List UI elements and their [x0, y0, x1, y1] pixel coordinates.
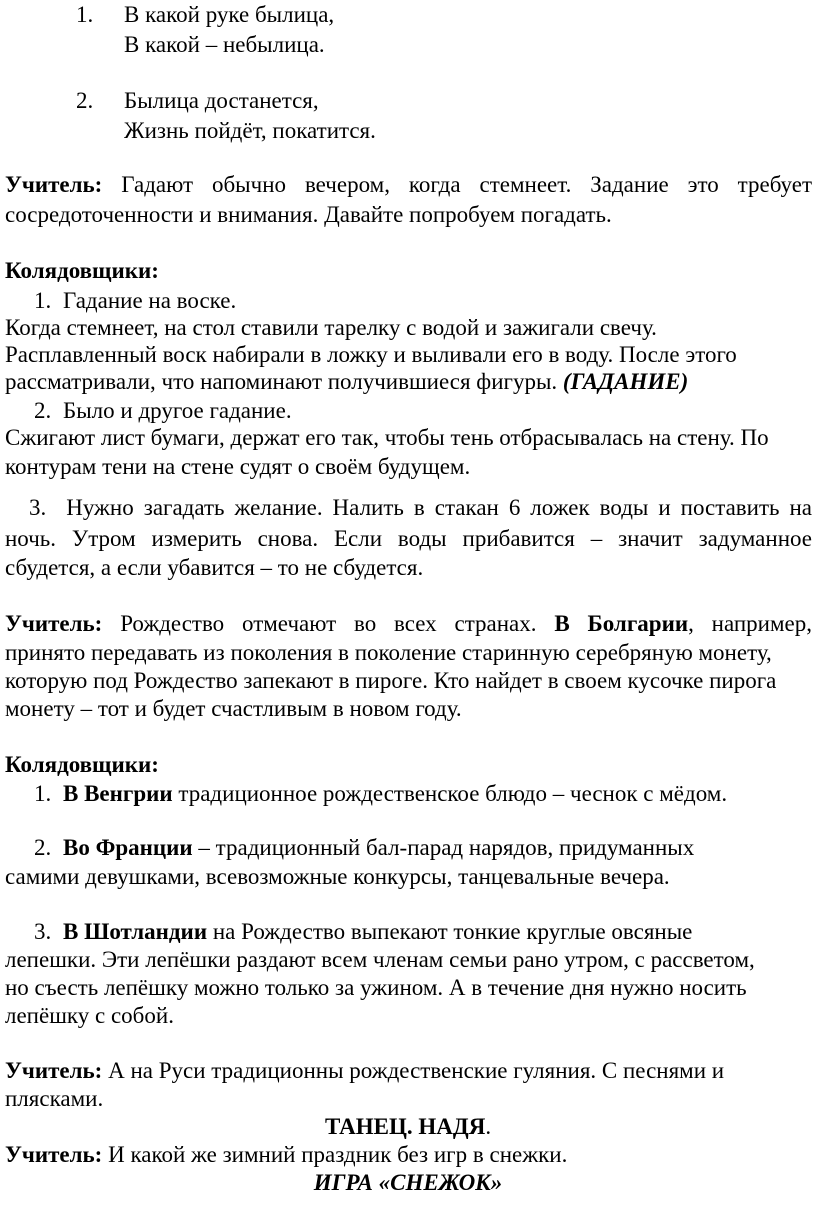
- paragraph-text: Рождество отмечают во всех странах.: [120, 611, 537, 636]
- game-heading: ИГРА «СНЕЖОК»: [313, 1170, 503, 1195]
- list-num: 1.: [34, 288, 52, 313]
- list-item: [5, 493, 812, 523]
- country-france: Во Франции: [63, 835, 193, 860]
- paragraph-line: но съесть лепёшку можно только за ужином. А в течение дня нужно носить: [5, 975, 747, 1000]
- paragraph-line: Расплавленный воск набирали в ложку и выливали его в воду. После этого: [5, 342, 737, 367]
- list-num: 2.: [34, 398, 52, 423]
- paragraph-line: Сжигают лист бумаги, держат его так, чтобы тень отбрасывалась на стену. По: [5, 425, 769, 450]
- speaker-label: Учитель:: [5, 611, 103, 636]
- paragraph-text: А на Руси традиционны рождественские гуляния. С песнями и: [102, 1058, 725, 1083]
- paragraph-line: Когда стемнеет, на стол ставили тарелку с водой и зажигали свечу.: [5, 315, 657, 340]
- list-num: 1.: [34, 781, 52, 806]
- paragraph-text: рассматривали, что напоминают получившиеся фигуры.: [5, 369, 558, 394]
- paragraph-text: И какой же зимний праздник без игр в снежки.: [102, 1142, 568, 1167]
- speaker-label: Колядовщики:: [5, 752, 159, 777]
- speaker-label: Колядовщики:: [5, 258, 159, 283]
- list-title: Гадание на воске.: [63, 288, 237, 313]
- paragraph-text: Гадают обычно вечером, когда стемнеет. Задание это требует: [121, 172, 813, 197]
- paragraph-text: на Рождество выпекают тонкие круглые овсяные: [207, 919, 693, 944]
- paragraph-text: Нужно загадать желание. Налить в стакан 6 ложек воды и поставить на: [66, 495, 812, 520]
- paragraph-line: которую под Рождество запекают в пироге. Кто найдет в своем кусочке пирога: [5, 668, 777, 693]
- poem-line: Жизнь пойдёт, покатится.: [124, 118, 376, 143]
- paragraph-line: лепешки. Эти лепёшки раздают всем членам семьи рано утром, с рассветом,: [5, 947, 755, 972]
- speaker-label: Учитель:: [5, 1142, 103, 1167]
- paragraph-line: сосредоточенности и внимания. Давайте попробуем погадать.: [5, 202, 612, 227]
- teacher-paragraph-2: [5, 609, 812, 639]
- country-hungary: В Венгрии: [63, 781, 173, 806]
- poem-line: Былица достанется,: [124, 88, 319, 113]
- paragraph-line: сбудется, а если убавится – то не сбудется.: [5, 555, 424, 580]
- dance-dot: .: [485, 1114, 492, 1139]
- paragraph-line: контурам тени на стене судят о своём будущем.: [5, 454, 471, 479]
- poem-line: В какой – небылица.: [124, 32, 325, 57]
- fortune-tag: (ГАДАНИЕ): [562, 369, 689, 394]
- list-title: Было и другое гадание.: [63, 398, 292, 423]
- paragraph-line: монету – тот и будет счастливым в новом году.: [5, 696, 462, 721]
- paragraph-line: лепёшку с собой.: [5, 1003, 174, 1028]
- dance-title: ТАНЕЦ. НАДЯ: [324, 1114, 486, 1139]
- list-num: 2.: [34, 835, 52, 860]
- poem-num-1: 1.: [76, 2, 94, 27]
- poem-line: В какой руке былица,: [124, 2, 335, 27]
- teacher-paragraph-3: [5, 1056, 812, 1086]
- dance-heading: [0, 1112, 816, 1142]
- paragraph-text: , например,: [688, 611, 813, 636]
- paragraph-line: ночь. Утром измерить снова. Если воды прибавится – значит задуманное: [5, 526, 812, 551]
- speaker-label: Учитель:: [5, 172, 103, 197]
- paragraph-line: [5, 367, 812, 397]
- paragraph-line: плясками.: [5, 1086, 104, 1111]
- country-scotland: В Шотландии: [63, 919, 208, 944]
- paragraph-line: принято передавать из поколения в поколение старинную серебряную монету,: [5, 640, 772, 665]
- country-bulgaria: В Болгарии: [554, 611, 689, 636]
- speaker-label: Учитель:: [5, 1058, 103, 1083]
- paragraph-text: – традиционный бал-парад нарядов, придуманных: [192, 835, 695, 860]
- teacher-paragraph-1: [5, 170, 812, 200]
- poem-num-2: 2.: [76, 88, 94, 113]
- paragraph-text: традиционное рождественское блюдо – чеснок с мёдом.: [172, 781, 728, 806]
- list-num: 3.: [29, 495, 47, 520]
- list-num: 3.: [34, 919, 52, 944]
- paragraph-line: самими девушками, всевозможные конкурсы, танцевальные вечера.: [5, 864, 670, 889]
- teacher-paragraph-4: [5, 1140, 812, 1170]
